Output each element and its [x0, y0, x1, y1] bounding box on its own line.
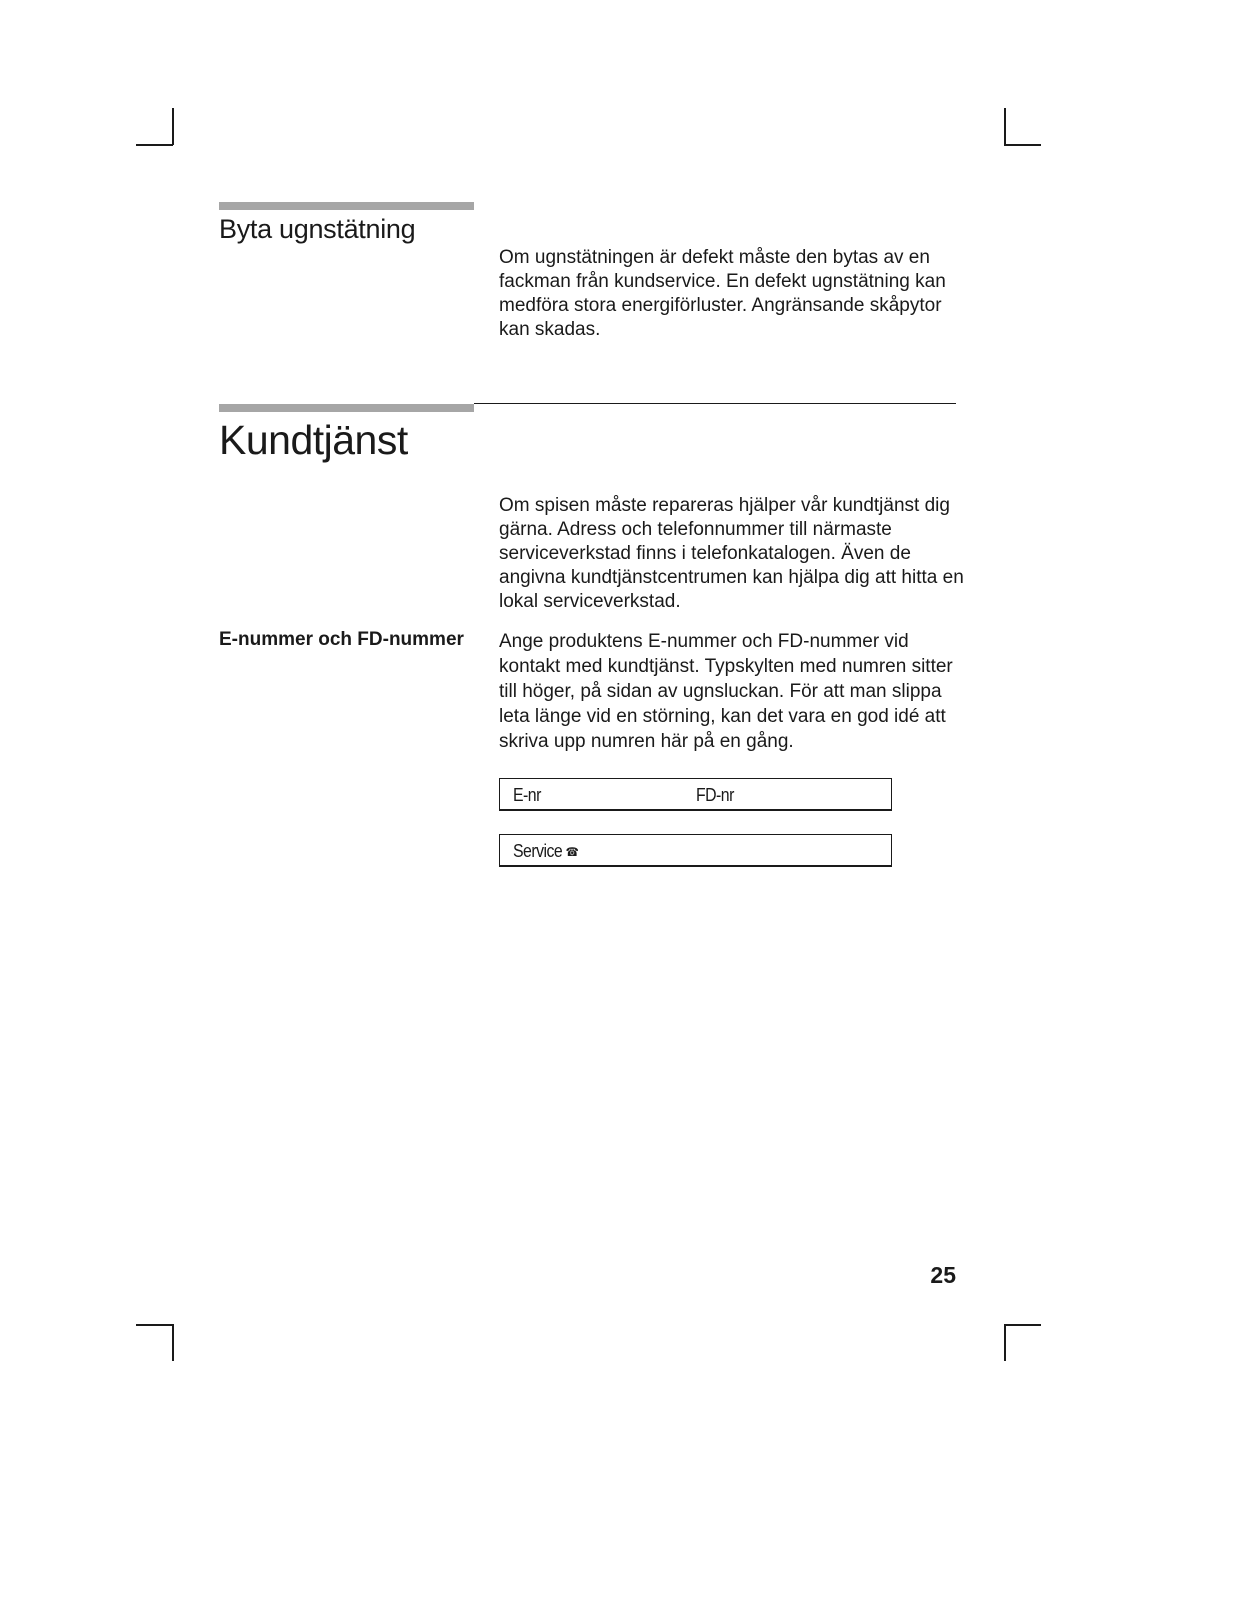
e-nr-fd-nr-field[interactable] — [499, 778, 892, 811]
service-phone-field[interactable] — [499, 834, 892, 867]
crop-mark-top-right-vertical — [1004, 108, 1006, 145]
section-body-byta-ugnstatning: Om ugnstätningen är defekt måste den bytas av en fackman från kundservice. En defekt ugnstätning kan medföra stora energiförluster. Angränsande skåpytor kan skadas. — [499, 247, 946, 340]
crop-mark-bottom-left-vertical — [172, 1324, 174, 1361]
crop-mark-top-right-horizontal — [1004, 144, 1041, 146]
section-divider-bar — [219, 404, 474, 412]
section-divider-rule — [474, 403, 956, 404]
service-label: Service — [513, 841, 563, 861]
subsection-body-e-nummer: Ange produktens E-nummer och FD-nummer vid kontakt med kundtjänst. Typskylten med numren sitter till höger, på sidan av ugnsluckan. För att man slippa leta länge vid en störning, kan det vara en god idé att skriva upp numren här på en gång. — [499, 631, 953, 752]
phone-icon: ☎ — [565, 845, 579, 859]
page-number: 25 — [930, 1262, 956, 1288]
section-heading-kundtjanst: Kundtjänst — [219, 417, 408, 463]
subheading-e-nummer-fd-nummer: E-nummer och FD-nummer — [219, 629, 464, 650]
crop-mark-top-left-horizontal — [136, 144, 173, 146]
fd-nr-label: FD-nr — [696, 785, 734, 805]
crop-mark-bottom-right-horizontal — [1004, 1324, 1041, 1326]
section-divider-bar — [219, 202, 474, 210]
e-nr-label: E-nr — [513, 785, 541, 805]
crop-mark-bottom-left-horizontal — [136, 1324, 173, 1326]
crop-mark-top-left-vertical — [172, 108, 174, 145]
service-label-wrap — [513, 841, 578, 862]
section-heading-byta-ugnstatning: Byta ugnstätning — [219, 214, 416, 244]
section-intro-kundtjanst: Om spisen måste repareras hjälper vår kundtjänst dig gärna. Adress och telefonnummer till närmaste serviceverkstad finns i telefonkatalogen. Även de angivna kundtjänstcentrumen kan hjälpa dig att hitta en lokal serviceverkstad. — [499, 495, 964, 612]
crop-mark-bottom-right-vertical — [1004, 1324, 1006, 1361]
